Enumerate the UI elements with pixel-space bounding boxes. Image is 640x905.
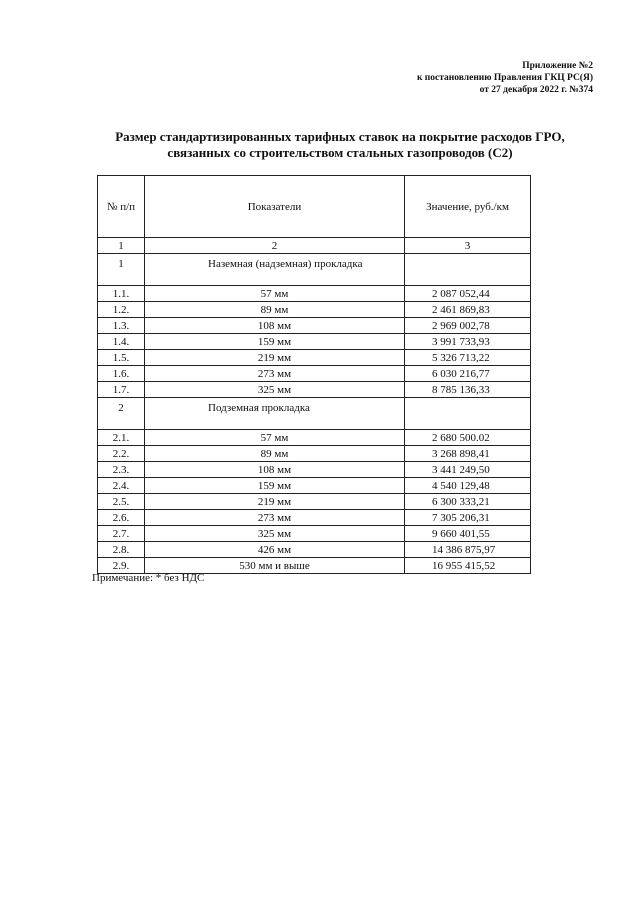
row-num: 2.4. bbox=[98, 478, 145, 494]
column-index: 3 bbox=[405, 238, 531, 254]
header-indicator: Показатели bbox=[145, 176, 405, 238]
row-value: 7 305 206,31 bbox=[405, 510, 531, 526]
table-row bbox=[98, 286, 531, 302]
row-diameter: 325 мм bbox=[145, 382, 405, 398]
row-value: 2 087 052,44 bbox=[405, 286, 531, 302]
title-line-2: связанных со строительством стальных газопроводов (С2) bbox=[167, 145, 513, 160]
table-row bbox=[98, 494, 531, 510]
row-diameter: 89 мм bbox=[145, 446, 405, 462]
row-diameter: 219 мм bbox=[145, 494, 405, 510]
header-value: Значение, руб./км bbox=[405, 176, 531, 238]
row-value: 4 540 129,48 bbox=[405, 478, 531, 494]
row-num: 2.1. bbox=[98, 430, 145, 446]
row-diameter: 57 мм bbox=[145, 286, 405, 302]
table-row bbox=[98, 366, 531, 382]
row-value: 3 991 733,93 bbox=[405, 334, 531, 350]
row-diameter: 57 мм bbox=[145, 430, 405, 446]
section-name: Подземная прокладка bbox=[145, 398, 405, 430]
table-row bbox=[98, 350, 531, 366]
table-row bbox=[98, 382, 531, 398]
row-diameter: 108 мм bbox=[145, 318, 405, 334]
column-index-row bbox=[98, 238, 531, 254]
row-num: 1.1. bbox=[98, 286, 145, 302]
row-num: 2.3. bbox=[98, 462, 145, 478]
row-value: 6 030 216,77 bbox=[405, 366, 531, 382]
row-value: 14 386 875,97 bbox=[405, 542, 531, 558]
row-diameter: 530 мм и выше bbox=[145, 558, 405, 574]
appendix-header bbox=[417, 60, 593, 96]
row-value: 3 268 898,41 bbox=[405, 446, 531, 462]
table-row bbox=[98, 430, 531, 446]
row-diameter: 273 мм bbox=[145, 366, 405, 382]
title-line-1: Размер стандартизированных тарифных ставок на покрытие расходов ГРО, bbox=[115, 129, 565, 144]
section-value bbox=[405, 398, 531, 430]
table-row bbox=[98, 478, 531, 494]
table-row bbox=[98, 526, 531, 542]
table-row bbox=[98, 542, 531, 558]
row-num: 2.6. bbox=[98, 510, 145, 526]
row-value: 8 785 136,33 bbox=[405, 382, 531, 398]
table-row bbox=[98, 302, 531, 318]
tariff-table bbox=[97, 175, 531, 574]
row-value: 9 660 401,55 bbox=[405, 526, 531, 542]
appendix-resolution: к постановлению Правления ГКЦ РС(Я) bbox=[416, 73, 593, 83]
section-num: 1 bbox=[98, 254, 145, 286]
row-value: 2 969 002,78 bbox=[405, 318, 531, 334]
table-row bbox=[98, 318, 531, 334]
row-num: 2.5. bbox=[98, 494, 145, 510]
row-num: 2.2. bbox=[98, 446, 145, 462]
row-num: 1.4. bbox=[98, 334, 145, 350]
row-num: 2.9. bbox=[98, 558, 145, 574]
footnote: Примечание: * без НДС bbox=[92, 572, 205, 584]
row-diameter: 426 мм bbox=[145, 542, 405, 558]
table-header-row bbox=[98, 176, 531, 238]
column-index: 1 bbox=[98, 238, 145, 254]
section-num: 2 bbox=[98, 398, 145, 430]
row-diameter: 108 мм bbox=[145, 462, 405, 478]
row-value: 2 461 869,83 bbox=[405, 302, 531, 318]
row-diameter: 159 мм bbox=[145, 334, 405, 350]
section-row bbox=[98, 398, 531, 430]
section-value bbox=[405, 254, 531, 286]
tariff-table-body bbox=[98, 176, 531, 574]
section-name: Наземная (надземная) прокладка bbox=[145, 254, 405, 286]
row-diameter: 89 мм bbox=[145, 302, 405, 318]
row-num: 1.6. bbox=[98, 366, 145, 382]
table-row bbox=[98, 334, 531, 350]
row-num: 2.7. bbox=[98, 526, 145, 542]
table-row bbox=[98, 446, 531, 462]
table-row bbox=[98, 510, 531, 526]
document-title bbox=[60, 129, 620, 161]
appendix-number: Приложение №2 bbox=[522, 61, 593, 71]
row-value: 16 955 415,52 bbox=[405, 558, 531, 574]
row-diameter: 273 мм bbox=[145, 510, 405, 526]
row-value: 5 326 713,22 bbox=[405, 350, 531, 366]
column-index: 2 bbox=[145, 238, 405, 254]
section-row bbox=[98, 254, 531, 286]
row-diameter: 159 мм bbox=[145, 478, 405, 494]
row-diameter: 219 мм bbox=[145, 350, 405, 366]
header-num: № п/п bbox=[98, 176, 145, 238]
row-num: 1.7. bbox=[98, 382, 145, 398]
row-num: 1.2. bbox=[98, 302, 145, 318]
row-num: 1.5. bbox=[98, 350, 145, 366]
row-num: 2.8. bbox=[98, 542, 145, 558]
row-num: 1.3. bbox=[98, 318, 145, 334]
row-value: 3 441 249,50 bbox=[405, 462, 531, 478]
row-value: 6 300 333,21 bbox=[405, 494, 531, 510]
row-diameter: 325 мм bbox=[145, 526, 405, 542]
appendix-date: от 27 декабря 2022 г. №374 bbox=[479, 85, 593, 95]
table-row bbox=[98, 462, 531, 478]
row-value: 2 680 500.02 bbox=[405, 430, 531, 446]
